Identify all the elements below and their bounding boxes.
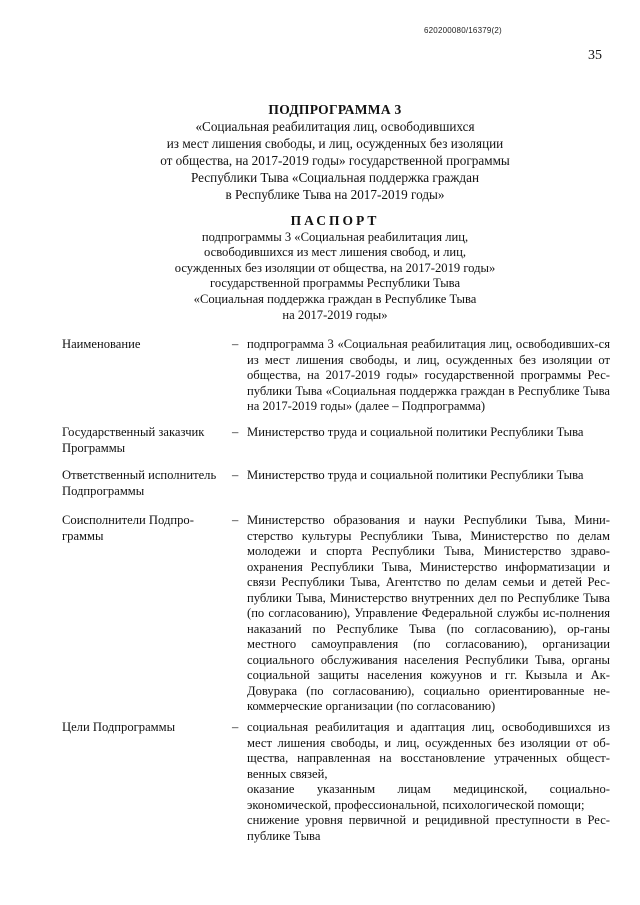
row-value (247, 468, 610, 484)
row-dash: – (232, 513, 239, 527)
row-label: Ответственный исполнитель Подпрограммы (62, 468, 217, 498)
passport-line: государственной программы Республики Тыва (209, 276, 461, 291)
title-line: Республики Тыва «Социальная поддержка граждан (190, 170, 480, 185)
row-dash: – (232, 337, 239, 351)
passport-heading: ПАСПОРТ (290, 213, 380, 228)
row-label: Государственный заказчик Программы (62, 425, 205, 455)
row-value-paragraph: Министерство труда и социальной политики Республики Тыва (247, 468, 584, 482)
passport-block (80, 213, 590, 323)
row-value (247, 425, 610, 441)
row-value-paragraph: социальная реабилитация и адаптация лиц, освободившихся из мест лишения свободы, и лиц, осужденных без изоляции от об-щества, направленная на восстановление утраченных общест-венных связей, (247, 720, 610, 781)
row-value-paragraph: оказание указанным лицам медицинской, социально-экономической, профессиональной, психологической помощи; (247, 782, 610, 812)
row-label: Наименование (62, 337, 141, 351)
title-line: от общества, на 2017-2019 годы» государственной программы (160, 153, 510, 168)
title-block (70, 101, 600, 203)
row-value (247, 513, 610, 715)
passport-line: «Социальная поддержка граждан в Республике Тыва (193, 291, 477, 306)
row-dash: – (232, 468, 239, 482)
row-value-paragraph: подпрограмма 3 «Социальная реабилитация лиц, освободивших-ся из мест лишения свободы, и лиц, осужденных без изоляции от общества, на 2017-2019 годы» государственной программы Рес-публики Тыва «Социальная поддержка граждан в Республике Тыва на 2017-2019 годы» (далее – Подпрограмма) (247, 337, 610, 413)
row-dash: – (232, 720, 239, 734)
subprogram-heading: ПОДПРОГРАММА 3 (268, 102, 402, 117)
title-line: в Республике Тыва на 2017-2019 годы» (225, 187, 445, 202)
row-value (247, 720, 610, 844)
passport-line: осужденных без изоляции от общества, на 2017-2019 годы» (174, 260, 496, 275)
passport-line: на 2017-2019 годы» (282, 307, 388, 322)
passport-line: подпрограммы 3 «Социальная реабилитация лиц, (201, 229, 469, 244)
title-line: «Социальная реабилитация лиц, освободившихся (195, 119, 475, 134)
page-number: 35 (588, 48, 602, 63)
row-value (247, 337, 610, 415)
row-label: Соисполнители Подпро-граммы (62, 513, 194, 543)
passport-line: освободившихся из мест лишения свобод, и лиц, (204, 245, 466, 260)
doc-code: 620200080/16379(2) (424, 26, 502, 35)
row-value-paragraph: Министерство труда и социальной политики Республики Тыва (247, 425, 584, 439)
row-value-paragraph: Министерство образования и науки Республики Тыва, Мини-стерство культуры Республики Тыва, Министерство по делам молодежи и спорта Республики Тыва, Министерство здраво-охранения Республики Тыва, Министерство информатизации и связи Республики Тыва, Агентство по делам семьи и детей Рес-публики Тыва, Министерство внутренних дел по Республике Тыва (по согласованию), Управление Федеральной службы ис-полнения наказаний по Республике Тыва (по согласованию), ор-ганы местного самоуправления (по согласованию), организации социального обслуживания населения Республики Тыва, органы социальной защиты населения кожуунов и гг. Кызыла и Ак-Довурака (по согласованию), социально ориентированные не-коммерческие организации (по согласованию) (247, 513, 610, 713)
title-line: из мест лишения свободы, и лиц, осужденных без изоляции (166, 136, 504, 151)
row-label: Цели Подпрограммы (62, 720, 176, 734)
row-value-paragraph: снижение уровня первичной и рецидивной преступности в Рес-публике Тыва (247, 813, 610, 843)
row-dash: – (232, 425, 239, 439)
